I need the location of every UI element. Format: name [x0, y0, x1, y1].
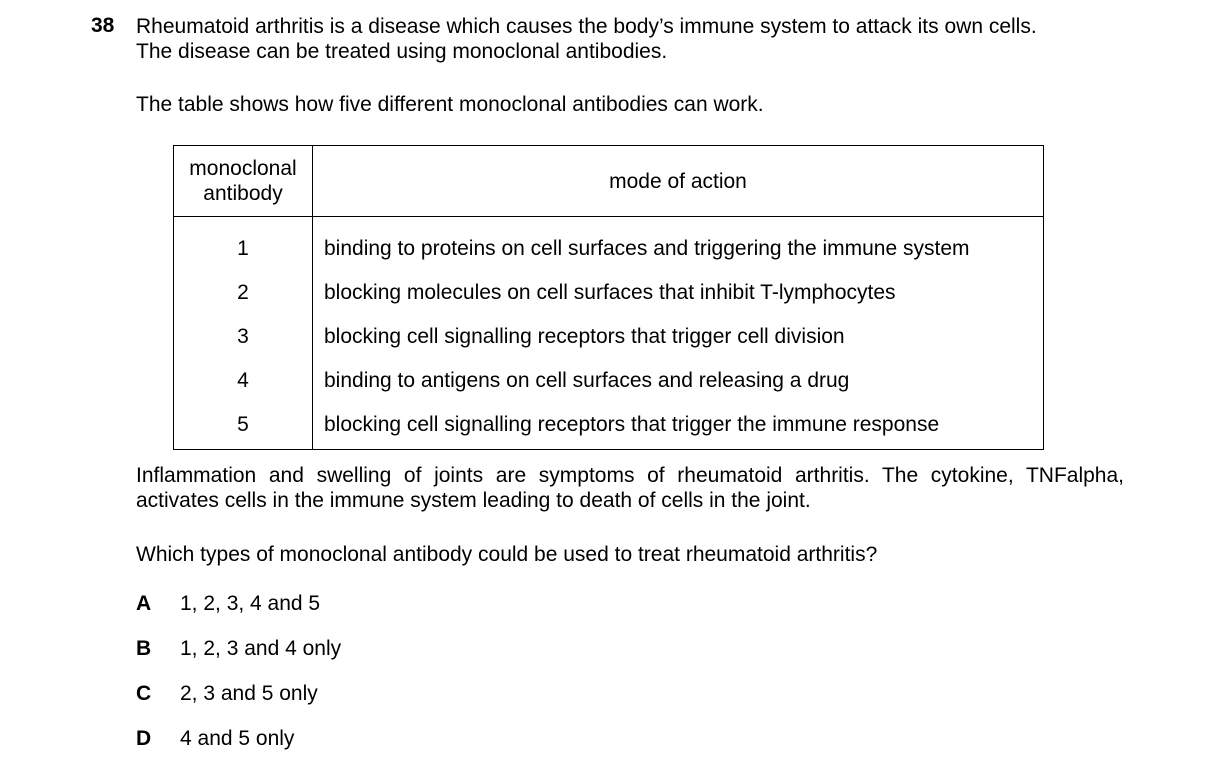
symptoms-paragraph: Inflammation and swelling of joints are symptoms of rheumatoid arthritis. The cytokine, TNFalpha, activates cells in the immune system leading to death of cells in the joint.: [136, 464, 1124, 512]
option-letter: B: [136, 637, 152, 660]
option-d[interactable]: [136, 726, 294, 751]
option-letter: A: [136, 592, 152, 615]
mode-of-action: blocking cell signalling receptors that trigger the immune response: [313, 403, 1044, 450]
question-number: 38: [91, 14, 115, 37]
antibody-table: [173, 145, 1044, 450]
question-prompt: Which types of monoclonal antibody could be used to treat rheumatoid arthritis?: [136, 543, 878, 566]
table-row: [174, 217, 1044, 272]
option-letter: D: [136, 727, 152, 750]
table-row: [174, 271, 1044, 315]
antibody-number: 1: [174, 217, 313, 272]
antibody-number: 4: [174, 359, 313, 403]
option-text: 1, 2, 3 and 4 only: [180, 637, 342, 660]
table-row: [174, 403, 1044, 450]
question-intro: [136, 14, 1124, 64]
option-b[interactable]: [136, 636, 341, 661]
mode-of-action: blocking molecules on cell surfaces that inhibit T-lymphocytes: [313, 271, 1044, 315]
table-row: [174, 315, 1044, 359]
table-intro: The table shows how five different monoclonal antibodies can work.: [136, 93, 764, 116]
option-c[interactable]: [136, 681, 318, 706]
mode-of-action: blocking cell signalling receptors that trigger cell division: [313, 315, 1044, 359]
option-text: 1, 2, 3, 4 and 5: [180, 592, 321, 615]
option-text: 2, 3 and 5 only: [180, 682, 318, 705]
mode-of-action: binding to proteins on cell surfaces and triggering the immune system: [313, 217, 1044, 272]
antibody-number: 2: [174, 271, 313, 315]
header-monoclonal-antibody: [174, 146, 313, 217]
option-a[interactable]: [136, 591, 320, 616]
table-header-row: [174, 146, 1044, 217]
antibody-number: 3: [174, 315, 313, 359]
intro-line-2: The disease can be treated using monoclonal antibodies.: [136, 40, 668, 63]
option-text: 4 and 5 only: [180, 727, 295, 750]
header-col1-line1: monoclonal: [189, 157, 297, 180]
header-mode-of-action: mode of action: [313, 146, 1044, 217]
antibody-number: 5: [174, 403, 313, 450]
mode-of-action: binding to antigens on cell surfaces and releasing a drug: [313, 359, 1044, 403]
intro-line-1: Rheumatoid arthritis is a disease which causes the body’s immune system to attack its own cells.: [136, 15, 1037, 38]
option-letter: C: [136, 682, 152, 705]
header-col1-line2: antibody: [203, 182, 283, 205]
table-row: [174, 359, 1044, 403]
